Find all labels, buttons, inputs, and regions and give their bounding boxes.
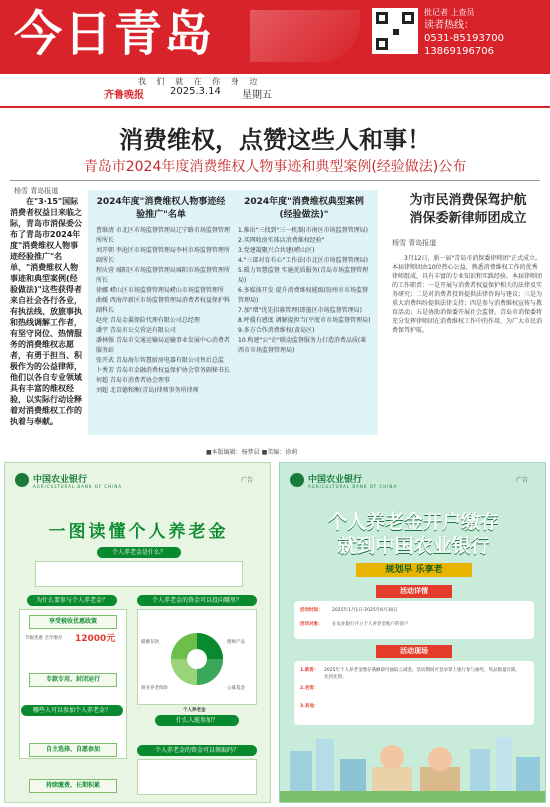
hotline-number-2: 13869196706 (424, 46, 494, 57)
ad2-title-line-1: 个人养老金开户缴存 (327, 511, 499, 533)
left-article-body: 在"3·15"国际消费者权益日来临之际，青岛市消保委公布了青岛市2024年度"消费维权人物事迹经验推广"名单、"消费维权人物事迹和典型案例(经验做法)"这些获得者来自社会各行各业，有执法线、放旅事执和热线调解工作者，有坚守岗位、热情服务的消费维权志愿者，有勇于担当、积极作为的公益律师，他们以各自专业领域具有丰富的维权经验，以实际行动诠释着对消费维权工作的执着与奉献。 (10, 197, 82, 426)
masthead-divider (0, 106, 550, 108)
editor-label: 批记者 上查员 (424, 8, 475, 17)
pie-legend-4: 公募基金 (227, 686, 245, 691)
list-item: 何超 青岛市消费者协会理事 (96, 377, 170, 384)
masthead-slogan: 我 们 就 在 你 身 边 (138, 77, 262, 86)
cap-amount: 12000元 (75, 634, 116, 644)
list-item: 刘开朝 李沧区市场监督管理局李村市场监督管理所副所长 (96, 247, 230, 264)
right-title-line-2: 消保委新律师团成立 (409, 211, 527, 226)
hotline-label: 读者热线： (424, 20, 474, 31)
section-pill: 活动详情 (376, 585, 452, 598)
list-item: 刘超 北京德和衡(青岛)律师事务所律师 (96, 387, 199, 394)
rule-2-label: 2.老客： (300, 686, 319, 691)
issue-weekday: 星期五 (242, 90, 272, 101)
editor-credit: ■本版编辑：杨梦晨 ■美编：徐莉 (206, 449, 298, 456)
tax-benefit-label: 享受税收优惠政策 (29, 615, 117, 629)
list-item: 2.买网收房实体店消费维权经验" (238, 237, 325, 244)
ad-tag: 广告 (516, 477, 529, 484)
tip-3: 持续缴费、长期积累 (29, 779, 117, 793)
section-pill: 活动现场 (376, 645, 452, 658)
question-pill: 个人养老金的资金可以投向哪里？ (137, 595, 257, 606)
question-pill: 什么人能参加？ (155, 715, 239, 726)
target-label: 活动对象： (300, 622, 323, 627)
panel-col1-title: 2024年度"消费维权人物事迹经验推广"名单 (96, 197, 226, 220)
ad2-title-line-2: 就到中国农业银行 (337, 535, 490, 557)
answer-box (35, 561, 243, 587)
newspaper-logo: 今日青岛 (14, 6, 215, 62)
bank-name-en: AGRICULTURAL BANK OF CHINA (33, 484, 123, 489)
honor-list-panel (88, 190, 378, 435)
list-item: 赵亮 青岛金翼保险代理有限公司总经理 (96, 317, 200, 324)
pie-legend-1: 储蓄存款 (141, 640, 159, 645)
section-divider (10, 180, 540, 181)
ad-tag: 广告 (241, 477, 254, 484)
panel-col2-list (238, 226, 372, 356)
right-article-title (388, 192, 548, 228)
right-article-byline: 杨雪 青岛报道 (392, 239, 437, 247)
abc-logo-icon (290, 473, 304, 487)
time-value: 2025年1月1日-2025年6月30日 (332, 608, 398, 613)
list-item: 6.多媒体开发 提升消费维权能级(胶州市市场监督管理局) (238, 287, 368, 304)
list-item: 曲媛 西海岸新区市场监督管理局消费者权益保护科副科长 (96, 297, 230, 314)
answer-box (137, 759, 257, 795)
ad2-slogan: 规划早 乐享老 (356, 563, 472, 577)
list-item: 潘宇 青岛市公交营运有限公司 (96, 327, 176, 334)
pie-center-label: 个人养老金 (183, 708, 206, 713)
list-item: 张开武 青岛海尔智慧厨房电器有限公司售后总监 (96, 357, 224, 364)
pie-legend-3: 商业养老保险 (141, 686, 168, 691)
rule-1-label: 1.新客： (300, 668, 319, 673)
list-item: 7.加"增"优先招募管理(即墨区市场监督管理局) (238, 307, 362, 314)
right-article-body: 3月12日，新一届"青岛市消保委律师团"正式成立。本届律师团由10位热心公益、熟悉消费维权工作的优秀律师组成，具有丰富的专业知识和实践经验。本届律师团的工作职责：一是开展与消费者权益保护相关的法律及实务研究；二是对消费者投诉提供法律咨询与建议；三是为重大消费纠纷提供法律支持；四是参与消费维权宣传与教育活动；五是协助消保委开展社会监督。青岛市消保委将充分发挥律师团在消费维权工作中的作用，为广大市民消费保驾护航。 (392, 255, 542, 334)
pension-account-ad (279, 462, 546, 803)
cap-label: 节税优惠 全年缴存 (25, 636, 63, 641)
list-item: 徐娜 崂山区市场监督管理局崂山市场监督管理所 (96, 287, 224, 294)
hotline-number-1: 0531-85193700 (424, 33, 504, 44)
issue-date: 2025.3.14 (170, 86, 221, 97)
question-pill: 个人养老金是什么？ (97, 547, 181, 558)
list-item: 4."三部对育有心"工作法(市北区市场监督管理局) (238, 257, 368, 264)
main-subheadline: 青岛市2024年度消费维权人物事迹和典型案例(经验做法)公布 (83, 159, 467, 175)
pension-infographic-ad (4, 462, 271, 803)
list-item: 潘林强 青岛市交通运输局运输事业发展中心消费者服务站 (96, 337, 230, 354)
pie-legend-2: 理财产品 (227, 640, 245, 645)
question-pill: 为什么要参与个人养老金？ (27, 595, 117, 606)
list-item: 9.多方合作消费维权(黄岛区) (238, 327, 315, 334)
abc-logo-icon (15, 473, 29, 487)
list-item: 程庆营 城阳区市场监督管理局城阳市场监督管理所所长 (96, 267, 230, 284)
question-pill: 哪些人可以参加个人养老金？ (21, 705, 123, 716)
list-item: 3.党建凝聚兴合共建(崂山区) (238, 247, 315, 254)
allocation-pie (169, 631, 225, 687)
left-article-byline: 杨雪 青岛报道 (14, 187, 59, 195)
panel-col1-list (96, 226, 231, 396)
target-value: 在农业银行开立个人养老金账户的客户 (332, 622, 409, 627)
list-item: 曹维清 市北区市场监督管理局辽宁路市场监督管理所所长 (96, 227, 230, 244)
hotline-block (424, 6, 504, 58)
rules-text: 2025年个人养老金缴存满额即可抽取立减金，活动期间可登录掌上银行参与抽奖，奖品数量有限，先到先得。 (324, 668, 520, 680)
list-item: 5.暖力智慧监督 实施优质服务(青岛市场监督管理局) (238, 267, 368, 284)
list-item: 8.呼援有感度 调解提担当(平度市市场监督管理局) (238, 317, 371, 324)
tip-1: 专款专用、封闭运行 (29, 673, 117, 687)
ad1-title: 一图读懂个人养老金 (48, 522, 229, 542)
list-item: 卜秀芳 青岛市金融消费权益保护协会常务副秘书长 (96, 367, 230, 374)
time-label: 活动时间： (300, 608, 323, 613)
paper-name: 齐鲁晚报 (104, 90, 144, 101)
right-title-line-1: 为市民消费保驾护航 (409, 193, 527, 208)
masthead-decoration (250, 10, 360, 62)
main-headline: 消费维权，点赞这些人和事！ (119, 125, 431, 154)
bank-name: 中国农业银行 (33, 475, 88, 485)
bank-name: 中国农业银行 (308, 475, 363, 485)
details-box (294, 601, 534, 639)
rule-3-label: 3.其他： (300, 704, 319, 709)
question-pill: 个人养老金的资金可以领取吗？ (137, 745, 257, 756)
list-item: 1.推出"三找到"三一机制(市南区市场监督管理局) (238, 227, 368, 234)
bank-name-en: AGRICULTURAL BANK OF CHINA (308, 484, 398, 489)
panel-col2-title: 2024年度"消费维权典型案例(经验做法)" (244, 197, 364, 220)
list-item: 10.构建"公"企"联动监督服务力打造消费品质(莱西市市场监督管理局) (238, 337, 367, 354)
tip-2: 自主选择、自愿参加 (29, 743, 117, 757)
qr-code-icon (372, 8, 418, 54)
city-illustration (280, 731, 545, 802)
